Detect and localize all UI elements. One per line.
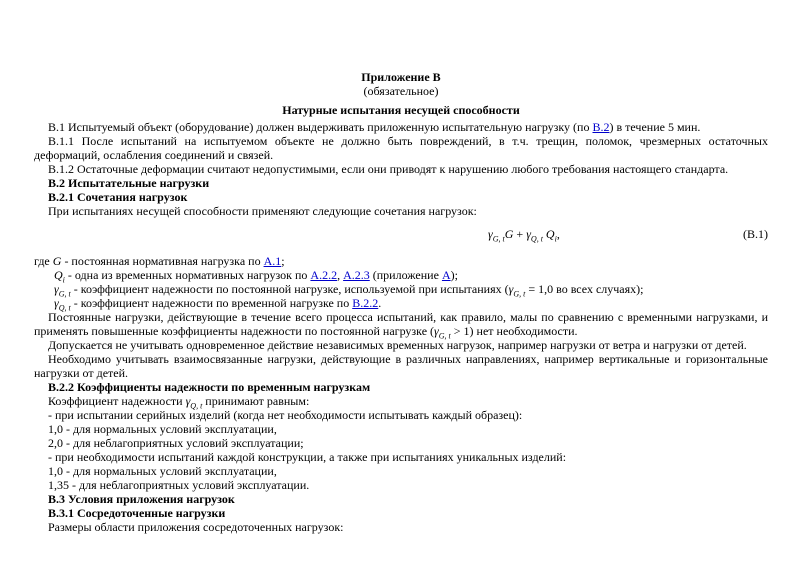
qi-end: ); [450,268,458,282]
gamma-q-subscript: Q, t [530,234,543,244]
where-g-text: - постоянная нормативная нагрузка по [61,254,264,268]
link-a1[interactable]: А.1 [263,254,282,268]
coefficient-gamma-subscript: Q, t [190,401,203,411]
para-combinations-intro: При испытаниях несущей способности применяют следующие сочетания нагрузок: [48,204,477,218]
para-sizes: Размеры области приложения сосредоточенных нагрузок: [48,520,344,534]
heading-b31: В.3.1 Сосредоточенные нагрузки [48,506,226,520]
appendix-heading: Приложение В [361,70,441,84]
gamma-g-symbol: γ [488,227,493,241]
qi-text2: (приложение [369,268,442,282]
gamma-g-def-end: = 1,0 во всех случаях); [525,282,644,296]
para-value-10-normal-2: 1,0 - для нормальных условий эксплуатации, [48,464,277,478]
var-qi: Q [54,268,63,282]
formula-b1 [488,227,560,244]
para-b12: В.1.2 Остаточные деформации считают недопустимыми, если они приводят к нарушению любого требования настоящего стандарта. [48,162,729,176]
var-q: Q [542,227,555,241]
para-coefficient [34,394,768,411]
where-g-end: ; [281,254,285,268]
formula-comma: , [556,227,560,241]
para-def-qi [34,268,768,285]
para-def-gamma-g [34,282,768,299]
formula-number: (В.1) [743,227,768,241]
coefficient-text: Коэффициент надежности [48,394,186,408]
where-label: где [34,254,53,268]
link-a22[interactable]: А.2.2 [310,268,338,282]
permanent-loads-end: > 1) нет необходимости. [450,324,578,338]
permanent-loads-text: Постоянные нагрузки, действующие в течение всего процесса испытаний, как правило, малы по сравнению с временными нагрузками, и применять повышенные коэффициенты надежности по постоянной нагрузке ( [34,310,768,338]
link-b22[interactable]: В.2.2 [352,296,379,310]
para-where-g [34,254,768,268]
permanent-gamma-subscript: G, t [438,331,451,341]
gamma-g-def-text: - коэффициент надежности по постоянной нагрузке, используемой при испытаниях ( [70,282,509,296]
plus-sign: + [513,227,527,241]
gamma-g-def-symbol: γ [54,282,59,296]
heading-b22: В.2.2 Коэффициенты надежности по временным нагрузкам [48,380,371,394]
para-def-gamma-q [34,296,768,313]
gamma-q-def-end: . [378,296,382,310]
gamma-q-def-text: - коэффициент надежности по временной нагрузке по [70,296,353,310]
qi-separator: , [337,268,344,282]
formula-row [34,227,768,244]
link-b2[interactable]: В.2 [592,120,610,134]
para-each-construction: - при необходимости испытаний каждой конструкции, а также при испытаниях уникальных изделий: [48,450,567,464]
var-g: G [504,227,514,241]
coefficient-end: принимают равным: [202,394,310,408]
para-value-10-normal: 1,0 - для нормальных условий эксплуатации, [48,422,277,436]
para-b1-text-post: ) в течение 5 мин. [609,120,701,134]
var-q-subscript: i [554,234,557,244]
gamma-q-def-symbol: γ [54,296,59,310]
document-title: Натурные испытания несущей способности [282,103,520,117]
permanent-gamma-symbol: γ [434,324,439,338]
gamma-g-def-symbol2: γ [508,282,514,296]
gamma-g-def-subscript: G, t [58,289,71,299]
para-b11: В.1.1 После испытаний на испытуемом объекте не должно быть повреждений, в т.ч. трещин, поломок, чрезмерных остаточных деформаций, ослабления соединений и связей. [34,134,768,162]
para-b1-text-pre: В.1 Испытуемый объект (оборудование) должен выдерживать приложенную испытательную нагрузку (по [48,120,593,134]
gamma-q-symbol: γ [526,227,531,241]
gamma-g-def-subscript2: G, t [513,289,526,299]
para-value-135-adverse: 1,35 - для неблагоприятных условий эксплуатации. [48,478,310,492]
appendix-type: (обязательное) [363,84,439,98]
para-permanent-loads [34,310,768,341]
heading-b2: В.2 Испытательные нагрузки [48,176,210,190]
para-b1 [34,120,768,134]
heading-b3: В.3 Условия приложения нагрузок [48,492,235,506]
qi-text: - одна из временных нормативных нагрузок по [64,268,311,282]
coefficient-gamma-symbol: γ [185,394,191,408]
link-a23[interactable]: А.2.3 [343,268,370,282]
link-appendix-a[interactable]: А [441,268,451,282]
var-qi-subscript: i [62,275,65,285]
para-allow: Допускается не учитывать одновременное действие независимых временных нагрузок, например нагрузки от ветра и нагрузки от детей. [48,338,747,352]
gamma-q-def-subscript: Q, t [58,303,71,313]
para-value-20-adverse: 2,0 - для неблагоприятных условий эксплуатации; [48,436,304,450]
para-serial-items: - при испытании серийных изделий (когда нет необходимости испытывать каждый образец): [48,408,523,422]
para-need: Необходимо учитывать взаимосвязанные нагрузки, действующие в различных направлениях, например вертикальные и горизонтальные нагрузки от детей. [34,352,768,380]
gamma-g-subscript: G, t [492,234,505,244]
heading-b21: В.2.1 Сочетания нагрузок [48,190,188,204]
var-g-def: G [52,254,62,268]
